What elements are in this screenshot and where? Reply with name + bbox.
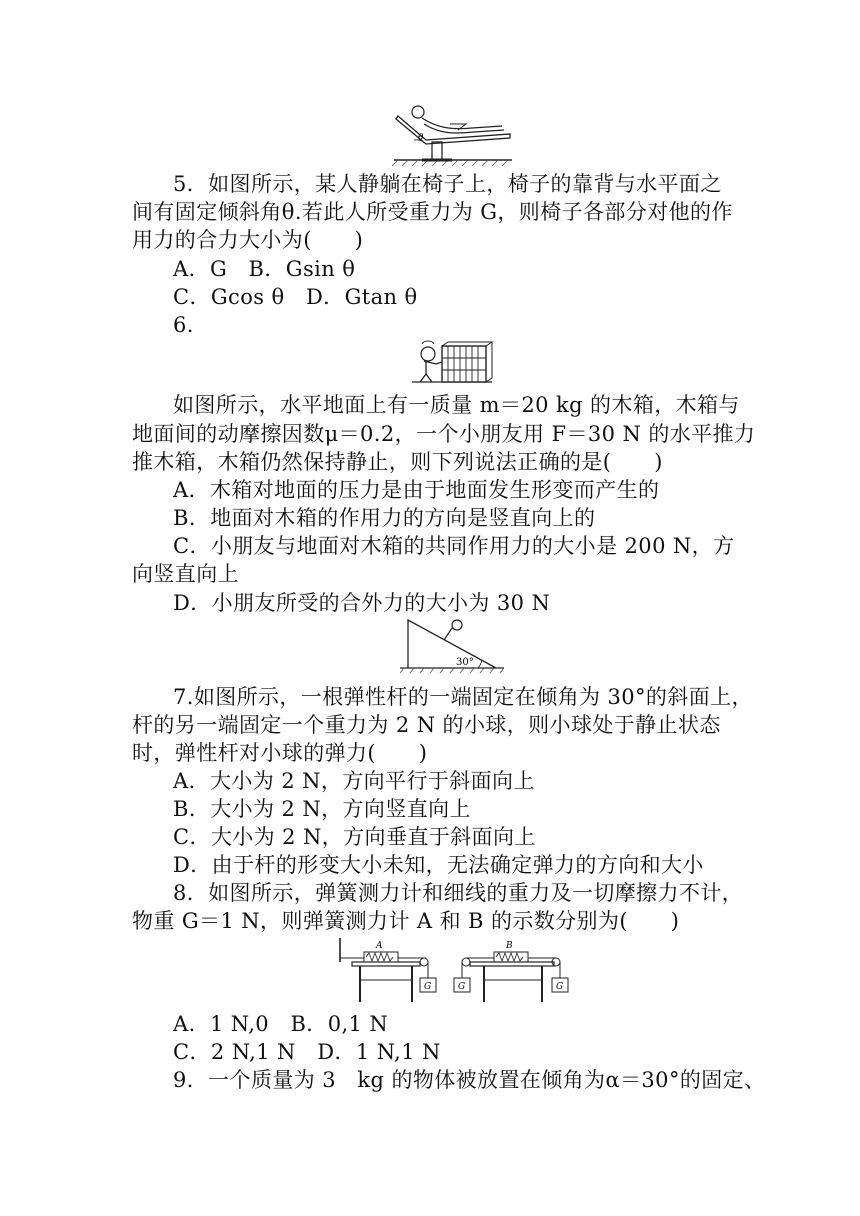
q7-option-a: A．大小为 2 N，方向平行于斜面向上 — [173, 769, 535, 793]
weight-label-b-right: G — [556, 982, 564, 992]
q7-line2: 杆的另一端固定一个重力为 2 N 的小球，则小球处于静止状态 — [132, 713, 721, 737]
spring-scale-b-figure — [452, 936, 570, 1006]
q7-line1: 7.如图所示，一根弹性杆的一端固定在倾角为 30°的斜面上， — [173, 685, 753, 709]
angle-label: 30° — [456, 657, 474, 668]
q6-option-c-line1: C．小朋友与地面对木箱的共同作用力的大小是 200 N，方 — [173, 534, 735, 558]
q6-option-b: B．地面对木箱的作用力的方向是竖直向上的 — [173, 506, 596, 530]
q7-line3: 时，弹性杆对小球的弹力( ) — [132, 741, 428, 765]
q6-number: 6. — [173, 313, 194, 337]
q7-option-c: C．大小为 2 N，方向垂直于斜面向上 — [173, 825, 536, 849]
weight-label-b-left: G — [458, 982, 466, 992]
theta-label: θ — [418, 133, 424, 143]
incline-rod-ball-figure — [400, 616, 504, 674]
q8-line2: 物重 G＝1 N，则弹簧测力计 A 和 B 的示数分别为( ) — [132, 909, 680, 933]
q5-line1: 5．如图所示，某人静躺在椅子上，椅子的靠背与水平面之 — [173, 172, 722, 196]
q8-options-row2: C．2 N,1 N D．1 N,1 N — [173, 1040, 441, 1064]
q7-option-b: B．大小为 2 N，方向竖直向上 — [173, 797, 471, 821]
reclining-chair-figure — [392, 100, 516, 166]
child-pushing-box-figure — [412, 340, 494, 384]
spring-scale-a-figure — [338, 936, 440, 1006]
q6-option-d: D．小朋友所受的合外力的大小为 30 N — [173, 591, 551, 615]
q8-options-row1: A．1 N,0 B．0,1 N — [173, 1012, 389, 1036]
q7-option-d: D．由于杆的形变大小未知，无法确定弹力的方向和大小 — [173, 853, 704, 877]
q6-line1: 如图所示，水平地面上有一质量 m＝20 kg 的木箱，木箱与 — [173, 393, 740, 417]
q6-line2: 地面间的动摩擦因数μ＝0.2，一个小朋友用 F＝30 N 的水平推力 — [132, 422, 756, 446]
weight-label-a: G — [424, 982, 432, 992]
q5-options-row2: C．Gcos θ D．Gtan θ — [173, 285, 418, 309]
scale-a-label: A — [376, 941, 383, 951]
q6-line3: 推木箱，木箱仍然保持静止，则下列说法正确的是( ) — [132, 450, 663, 474]
q5-options-row1: A．G B．Gsin θ — [173, 257, 356, 281]
q9-line1: 9．一个质量为 3 kg 的物体被放置在倾角为α＝30°的固定、 — [173, 1068, 766, 1092]
q5-line2: 间有固定倾斜角θ.若此人所受重力为 G，则椅子各部分对他的作 — [132, 200, 733, 224]
q6-option-c-line2: 向竖直向上 — [132, 562, 239, 586]
q8-line1: 8．如图所示，弹簧测力计和细线的重力及一切摩擦力不计， — [173, 881, 744, 905]
q6-option-a: A．木箱对地面的压力是由于地面发生形变而产生的 — [173, 478, 660, 502]
q5-line3: 用力的合力大小为( ) — [132, 228, 364, 252]
scale-b-label: B — [506, 941, 513, 951]
